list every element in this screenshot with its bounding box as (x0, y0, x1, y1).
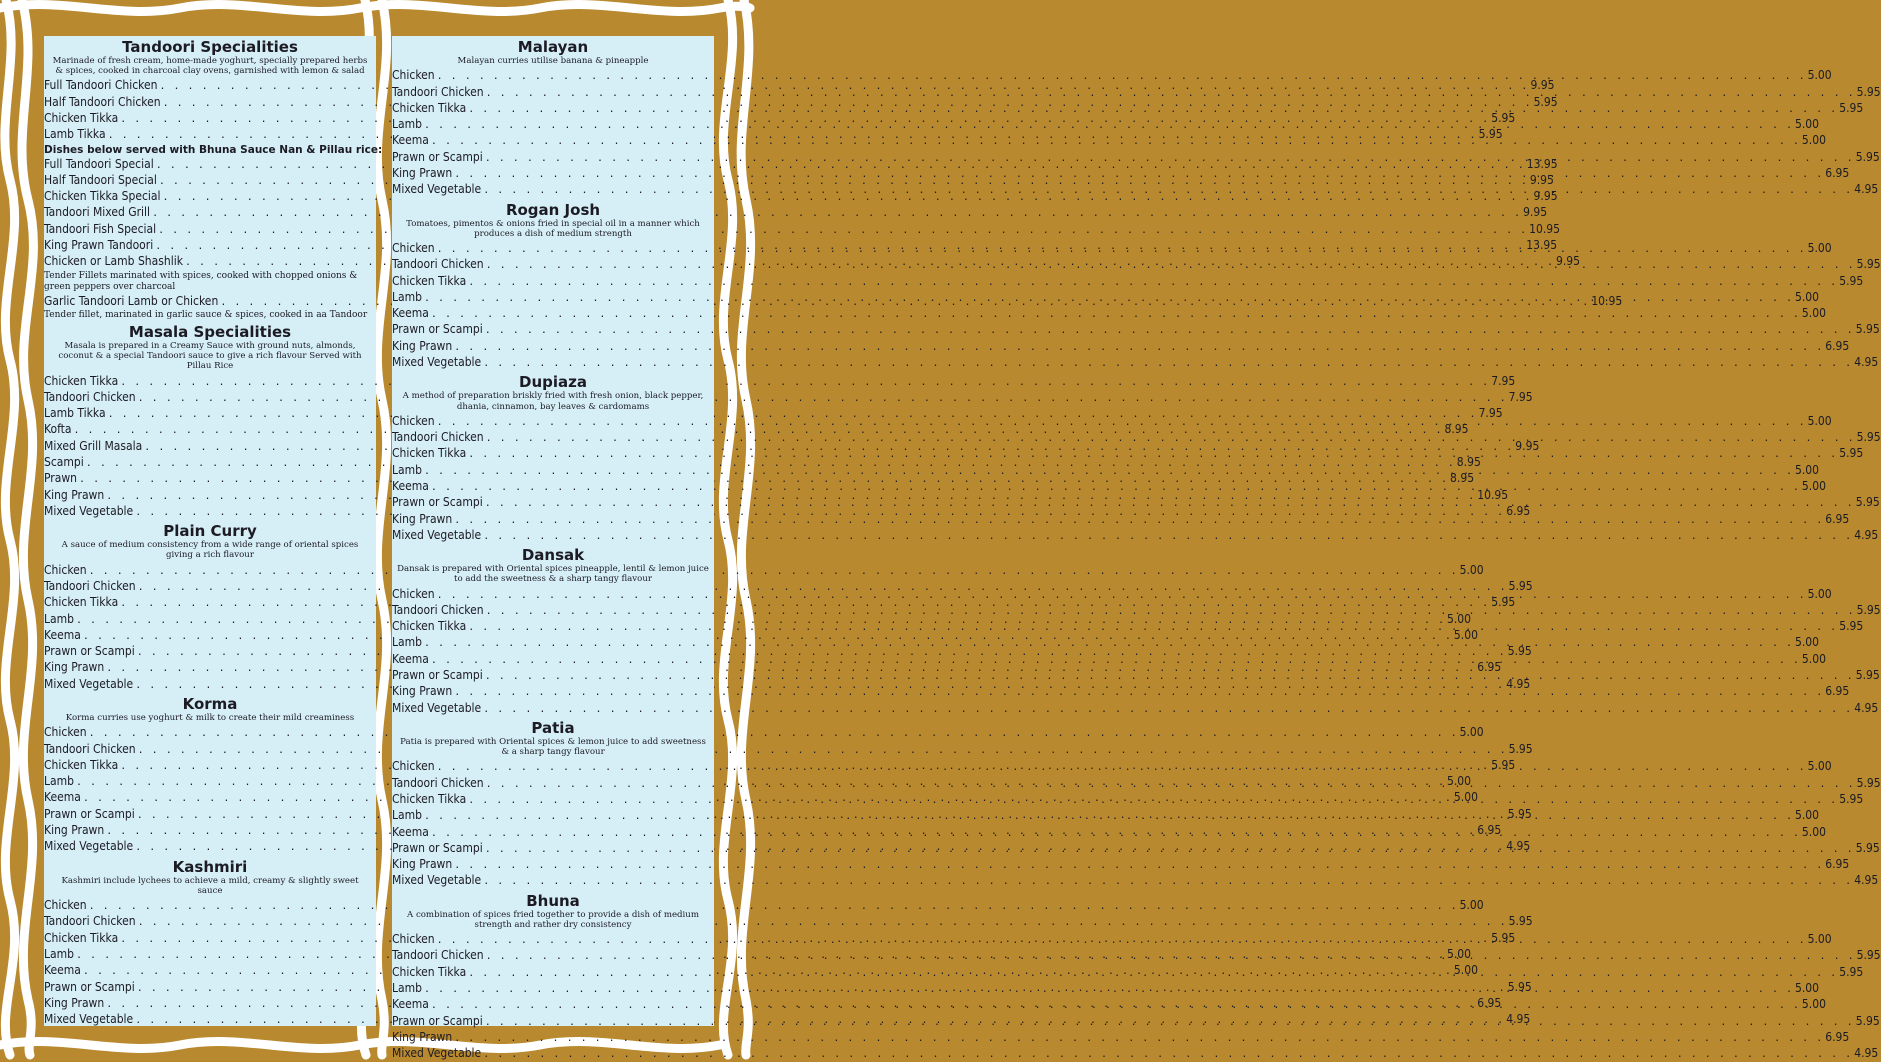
menu-item-note: Tender Fillets marinated with spices, cooked with chopped onions & green peppers over charcoal (44, 270, 358, 292)
menu-item-name: Chicken Tikka (392, 446, 467, 461)
menu-item-price: 5.95 (1478, 127, 1503, 142)
dot-leader (152, 206, 1521, 221)
menu-item-price: 5.95 (1839, 446, 1864, 461)
menu-item-name: Tandoori Chicken (44, 389, 136, 404)
menu-item-price: 6.95 (1477, 995, 1502, 1010)
menu-item-price: 5.00 (1795, 462, 1820, 477)
menu-item (44, 930, 1516, 947)
section-title: Plain Curry (163, 522, 257, 541)
menu-item-name: Mixed Vegetable (392, 873, 482, 888)
menu-item-name: King Prawn (392, 857, 453, 872)
section-title: Korma (182, 695, 238, 714)
menu-item-name: Half Tandoori Chicken (44, 94, 161, 109)
menu-item-name: Mixed Vegetable (44, 676, 134, 691)
menu-item (44, 293, 1623, 310)
menu-item-name: Chicken Tikka (392, 619, 467, 634)
menu-item-name: Keema (44, 790, 81, 805)
section-description: Tomatoes, pimentos & onions fried in special oil in a manner which produces a dish of medium strength (406, 218, 700, 239)
menu-item-name: Lamb Tikka (44, 127, 106, 142)
menu-item-name: Keema (392, 651, 429, 666)
menu-item (392, 100, 1864, 117)
menu-item-name: Tandoori Chicken (392, 602, 484, 617)
menu-item (392, 527, 1879, 544)
menu-item-price: 5.95 (1508, 741, 1533, 756)
section-description: Malayan curries utilise banana & pineapple (457, 56, 649, 66)
menu-item-name: Mixed Vegetable (392, 182, 482, 197)
menu-item-price: 7.95 (1491, 373, 1516, 388)
menu-item-price: 5.00 (1459, 725, 1484, 740)
menu-item-name: Prawn (44, 471, 78, 486)
menu-item-name: Prawn or Scampi (392, 495, 483, 510)
menu-item-name: King Prawn (44, 995, 105, 1010)
menu-item-name: Chicken Tikka (44, 930, 119, 945)
menu-item-price: 5.00 (1795, 808, 1820, 823)
menu-item (44, 578, 1533, 595)
menu-item (392, 446, 1864, 462)
section-title: Patia (531, 718, 575, 737)
menu-item-price: 5.95 (1856, 257, 1881, 272)
menu-item-price: 4.95 (1506, 1012, 1531, 1027)
section-title: Dupiaza (519, 373, 587, 392)
section-title: Tandoori Specialities (122, 38, 298, 56)
dot-leader (120, 375, 1489, 390)
menu-item-price: 5.00 (1807, 932, 1832, 947)
menu-item (392, 857, 1850, 873)
dot-leader (454, 1031, 1823, 1046)
menu-item-price: 6.95 (1825, 684, 1850, 699)
menu-item-price: 5.95 (1507, 806, 1532, 821)
menu-item-price: 5.95 (1507, 644, 1532, 659)
section-title: Kashmiri (172, 857, 248, 876)
menu-item-name: Prawn or Scampi (44, 806, 135, 821)
menu-item-name: Kofta (44, 422, 72, 437)
menu-item-name: Keema (44, 963, 81, 978)
menu-item-price: 6.95 (1825, 165, 1850, 180)
dot-leader (486, 604, 1855, 619)
menu-item-price: 13.95 (1526, 238, 1558, 253)
menu-item-name: Tandoori Chicken (392, 775, 484, 790)
menu-item-price: 5.95 (1855, 322, 1880, 337)
menu-item-name: Chicken (44, 562, 87, 577)
menu-item-name: Chicken (44, 898, 87, 913)
dot-leader (454, 340, 1823, 355)
menu-item-price: 9.95 (1530, 78, 1555, 93)
menu-item-price: 7.95 (1508, 389, 1533, 404)
menu-item-name: Keema (392, 306, 429, 321)
dot-leader (89, 726, 1458, 741)
menu-item-name: Scampi (44, 455, 84, 470)
menu-item-price: 5.95 (1491, 757, 1516, 772)
menu-item-price: 7.95 (1478, 406, 1503, 421)
section-description: Masala is prepared in a Creamy Sauce with ground nuts, almonds, coconut & a special Tandoori sauce to give a rich flavour Served with Pillau Rice (58, 340, 362, 372)
dot-leader (431, 480, 1800, 495)
menu-item-name: Lamb (392, 635, 422, 650)
menu-item-name: Lamb (44, 946, 74, 961)
menu-item-price: 5.95 (1839, 791, 1864, 806)
section-description: Korma curries use yoghurt & milk to create their mild creaminess (65, 713, 355, 724)
menu-item-name: Prawn or Scampi (392, 840, 483, 855)
menu-item-price: 9.95 (1523, 205, 1548, 220)
dot-leader (431, 307, 1800, 322)
menu-item-price: 5.00 (1801, 997, 1826, 1012)
menu-item-name: King Prawn (44, 487, 105, 502)
dot-leader (454, 685, 1823, 700)
dot-leader (437, 930, 1806, 948)
dot-leader (483, 529, 1852, 544)
menu-item-name: King Prawn (392, 1029, 453, 1044)
menu-item (44, 78, 1555, 94)
menu-item-name: Keema (392, 997, 429, 1012)
menu-item-price: 5.00 (1795, 289, 1820, 304)
menu-item-price: 6.95 (1825, 338, 1850, 353)
menu-item-name: Lamb (392, 808, 422, 823)
menu-item-name: Lamb (44, 774, 74, 789)
menu-item-name: Chicken (392, 759, 435, 774)
menu-item-price: 5.95 (1855, 840, 1880, 855)
dot-leader (485, 151, 1854, 166)
menu-item-name: Chicken Tikka (44, 111, 119, 125)
menu-item-name: Chicken Tikka (392, 273, 467, 288)
menu-item-price: 5.95 (1856, 602, 1881, 617)
dot-leader (431, 826, 1800, 841)
menu-item-name: Chicken (392, 932, 435, 947)
dot-leader (89, 564, 1458, 579)
section-description: Kashmiri include lychees to achieve a mild, creamy & slightly sweet sauce (61, 875, 359, 896)
section-title: Rogan Josh (505, 200, 601, 219)
menu-item-price: 4.95 (1854, 1046, 1879, 1061)
menu-item-price: 5.95 (1533, 94, 1558, 109)
menu-item-price: 8.95 (1456, 455, 1481, 470)
menu-item-price: 5.00 (1807, 240, 1832, 255)
menu-item-price: 5.00 (1447, 946, 1472, 961)
menu-item-price: 8.95 (1450, 471, 1475, 486)
dot-leader (138, 915, 1507, 930)
dot-leader (158, 223, 1527, 238)
menu-item-name: Chicken (392, 413, 435, 428)
menu-item-name: Chicken Tikka Special (44, 189, 161, 204)
menu-item-price: 9.95 (1533, 189, 1558, 204)
menu-item-price: 5.95 (1508, 578, 1533, 593)
menu-item-name: Tandoori Chicken (44, 578, 136, 593)
menu-item-price: 5.95 (1856, 775, 1881, 790)
menu-item-name: Keema (392, 824, 429, 839)
menu-section-bhuna (392, 891, 1881, 1062)
menu-item-name: Lamb (392, 462, 422, 477)
menu-item-name: Chicken (392, 68, 435, 83)
dot-leader (485, 323, 1854, 338)
menu-item-price: 5.95 (1491, 595, 1516, 610)
menu-item-name: Chicken Tikka (44, 595, 119, 610)
menu-item-name: Full Tandoori Special (44, 156, 154, 171)
menu-item-price: 5.00 (1447, 611, 1472, 626)
dot-leader (468, 102, 1837, 117)
menu-item-price: 5.95 (1856, 430, 1881, 445)
menu-item-name: Lamb (392, 117, 422, 132)
menu-item (392, 273, 1864, 290)
menu-item-price: 4.95 (1506, 676, 1531, 691)
menu-item-name: Mixed Vegetable (392, 700, 482, 715)
menu-item-price: 6.95 (1825, 857, 1850, 872)
menu-item-name: Tandoori Mixed Grill (44, 205, 151, 220)
menu-item-price: 5.95 (1856, 84, 1881, 99)
dot-leader (468, 966, 1837, 981)
dot-leader (424, 291, 1793, 306)
menu-item (392, 700, 1879, 717)
menu-item-price: 5.95 (1855, 668, 1880, 683)
section-title: Dansak (521, 546, 585, 565)
menu-item-name: Chicken (392, 586, 435, 601)
menu-item-price: 5.00 (1801, 824, 1826, 839)
menu-subheading: Dishes below served with Bhuna Sauce Nan & Pillau rice: (44, 143, 383, 156)
menu-item-name: Mixed Vegetable (392, 1046, 482, 1061)
menu-item-price: 4.95 (1854, 700, 1879, 715)
dot-leader (437, 757, 1806, 775)
section-description: A sauce of medium consistency from a wide range of oriental spices giving a rich flavour (61, 540, 359, 561)
section-title: Masala Specialities (128, 322, 292, 341)
menu-item-price: 5.95 (1839, 100, 1864, 115)
menu-item (392, 338, 1850, 355)
menu-item (392, 1029, 1850, 1046)
menu-item-price: 5.00 (1795, 981, 1820, 995)
menu-item-name: Full Tandoori Chicken (44, 78, 158, 93)
menu-item-name: King Prawn (392, 511, 453, 526)
dot-leader (89, 899, 1458, 914)
menu-item-price: 6.95 (1825, 1029, 1850, 1044)
menu-item-name: Prawn or Scampi (392, 1013, 483, 1028)
menu-item-name: Mixed Vegetable (44, 1012, 134, 1027)
menu-item-price: 5.95 (1839, 619, 1864, 634)
dot-leader (483, 183, 1852, 198)
menu-item-price: 5.95 (1491, 930, 1516, 945)
menu-item-name: Prawn or Scampi (392, 149, 483, 164)
menu-item-name: Mixed Vegetable (392, 355, 482, 370)
dot-leader (483, 356, 1852, 371)
dot-leader (468, 793, 1837, 808)
menu-item-price: 4.95 (1854, 355, 1879, 370)
dot-leader (486, 86, 1855, 101)
menu-item-name: King Prawn (392, 338, 453, 353)
section-description: A combination of spices fried together to provide a dish of medium strength and rather dry consistency (407, 909, 699, 930)
menu-item (392, 511, 1850, 528)
menu-item-price: 5.00 (1801, 133, 1826, 148)
menu-item-name: Tandoori Chicken (392, 257, 484, 272)
menu-item-price: 10.95 (1477, 487, 1509, 502)
menu-item-price: 9.95 (1515, 438, 1540, 453)
menu-item-note: Tender fillet, marinated in garlic sauce & spices, cooked in aa Tandoor (44, 309, 368, 320)
menu-item-price: 5.00 (1795, 117, 1820, 132)
dot-leader (454, 858, 1823, 873)
menu-item-name: Chicken Tikka (392, 100, 467, 115)
dot-leader (424, 118, 1793, 133)
dot-leader (138, 391, 1507, 406)
menu-item-price: 5.00 (1453, 963, 1478, 978)
dot-leader (483, 874, 1852, 889)
menu-item-price: 5.95 (1856, 948, 1881, 963)
dot-leader (424, 979, 1793, 997)
menu-item-name: Lamb (392, 289, 422, 304)
menu-item-name: King Prawn (392, 165, 453, 180)
dot-leader (454, 167, 1823, 182)
menu-item-name: Chicken Tikka (392, 791, 467, 806)
menu-item-name: Chicken Tikka (44, 757, 119, 772)
menu-item-price: 6.95 (1506, 503, 1531, 518)
menu-item-name: Lamb (44, 611, 74, 626)
menu-item (392, 355, 1879, 371)
menu-item-price: 9.95 (1556, 254, 1581, 269)
menu-item-price: 5.00 (1453, 627, 1478, 642)
menu-item-price: 5.00 (1459, 898, 1484, 913)
menu-item-price: 5.95 (1855, 149, 1880, 164)
dot-leader (437, 242, 1806, 257)
menu-item-name: King Prawn Tandoori (44, 238, 154, 253)
section-description: Patia is prepared with Oriental spices & lemon juice to add sweetness & a sharp tangy flavour (400, 736, 706, 758)
menu-item-price: 6.95 (1477, 660, 1502, 675)
menu-item-price: 4.95 (1854, 873, 1879, 888)
menu-item-price: 5.00 (1447, 774, 1472, 789)
section-description: A method of preparation briskly fried with fresh onion, black pepper, dhania, cinnamon, bay leaves & cardomams (402, 391, 704, 412)
dot-leader (483, 702, 1852, 717)
dot-leader (485, 842, 1854, 857)
menu-item-name: Mixed Grill Masala (44, 438, 143, 453)
section-description: Dansak is prepared with Oriental spices pineapple, lentil & lemon juice to add the sweetness & a sharp tangy flavour (397, 564, 709, 585)
menu-item-price: 5.00 (1453, 790, 1478, 805)
menu-item-name: King Prawn (392, 684, 453, 699)
menu-item-name: Lamb (392, 981, 422, 995)
menu-item-name: Garlic Tandoori Lamb or Chicken (44, 293, 219, 308)
menu-section-patia (392, 718, 1881, 890)
menu-item-name: Chicken Tikka (392, 964, 467, 979)
menu-item-price: 5.00 (1807, 413, 1832, 428)
dot-leader (468, 275, 1837, 290)
dot-leader (424, 636, 1793, 651)
menu-item-name: Chicken (392, 240, 435, 255)
dot-leader (485, 1015, 1854, 1030)
menu-item-name: Tandoori Chicken (392, 84, 484, 99)
dot-leader (468, 620, 1837, 635)
dot-leader (454, 513, 1823, 528)
menu-item-name: Mixed Vegetable (44, 503, 134, 518)
menu-item-price: 6.95 (1825, 511, 1850, 526)
menu-item-price: 9.95 (1529, 172, 1554, 187)
menu-item-price: 10.95 (1529, 221, 1561, 236)
menu-item-name: Keema (44, 627, 81, 642)
dot-leader (431, 134, 1800, 149)
menu-item-name: Keema (392, 133, 429, 148)
section-description: Marinade of fresh cream, home-made yoghurt, specially prepared herbs & spices, cooked in charcoal clay ovens, garnished with lemon & salad (52, 56, 368, 77)
menu-item-price: 5.95 (1839, 273, 1864, 288)
menu-item-price: 5.00 (1801, 478, 1826, 493)
menu-item-name: Half Tandoori Special (44, 172, 157, 187)
menu-item-price: 5.95 (1855, 495, 1880, 510)
dot-leader (486, 258, 1855, 273)
menu-item-name: Tandoori Fish Special (44, 221, 157, 236)
menu-item-name: Keema (392, 478, 429, 493)
menu-item (392, 306, 1826, 322)
menu-item-price: 5.00 (1801, 651, 1826, 666)
menu-item-name: Chicken or Lamb Shashlik (44, 254, 183, 269)
menu-item-price: 5.95 (1855, 1013, 1880, 1028)
menu-item (392, 322, 1880, 338)
dot-leader (468, 447, 1837, 462)
menu-item-price: 5.95 (1507, 979, 1532, 994)
section-title: Malayan (517, 38, 589, 56)
menu-item-price: 13.95 (1526, 156, 1558, 171)
menu-item-price: 4.95 (1506, 839, 1531, 854)
dot-leader (486, 431, 1855, 446)
menu-item-name: Chicken Tikka (44, 373, 119, 388)
menu-section-dansak (392, 546, 1881, 717)
menu-item (392, 68, 1832, 84)
dot-leader (431, 995, 1800, 1013)
dot-leader (437, 69, 1806, 84)
section-title: Bhuna (526, 891, 580, 910)
menu-item (392, 1046, 1879, 1062)
menu-item-name: Prawn or Scampi (392, 668, 483, 683)
menu-item-name: Prawn or Scampi (44, 644, 135, 659)
menu-item (392, 873, 1879, 889)
menu-item-price: 10.95 (1591, 293, 1623, 308)
menu-item-price: 5.00 (1795, 635, 1820, 650)
menu-item-name: Mixed Vegetable (44, 839, 134, 854)
menu-item-name: Prawn or Scampi (44, 979, 135, 994)
menu-item-name: Tandoori Chicken (44, 914, 136, 929)
dot-leader (483, 1047, 1852, 1062)
menu-item-price: 4.95 (1854, 527, 1879, 542)
menu-item-name: Tandoori Chicken (44, 741, 136, 756)
menu-item-price: 5.00 (1807, 759, 1832, 774)
dot-leader (485, 669, 1854, 684)
menu-item-name: Tandoori Chicken (392, 948, 484, 963)
menu-item (392, 684, 1850, 700)
menu-item-price: 5.00 (1807, 68, 1832, 83)
dot-leader (431, 653, 1800, 668)
dot-leader (138, 743, 1507, 758)
dot-leader (486, 946, 1855, 964)
menu-item (44, 757, 1516, 774)
menu-item-price: 8.95 (1444, 422, 1469, 437)
menu-item-name: Prawn or Scampi (392, 322, 483, 337)
dot-leader (485, 496, 1854, 511)
menu-item-price: 5.95 (1508, 914, 1533, 929)
menu-item-name: King Prawn (44, 660, 105, 675)
dot-leader (437, 588, 1806, 603)
menu-item-name: Tandoori Chicken (392, 430, 484, 445)
dot-leader (424, 464, 1793, 479)
menu-item-name: Lamb Tikka (44, 406, 106, 421)
menu-item (392, 635, 1820, 651)
menu-item-name: King Prawn (44, 823, 105, 838)
menu-item-price: 5.95 (1839, 964, 1864, 979)
menu-item-price: 5.95 (1491, 111, 1516, 125)
menu-item-name: Chicken (44, 725, 87, 740)
menu-item-price: 4.95 (1854, 182, 1879, 197)
dot-leader (424, 806, 1793, 824)
dot-leader (486, 777, 1855, 792)
menu-item-name: Mixed Vegetable (392, 527, 482, 542)
dot-leader (437, 415, 1806, 430)
menu-item-price: 6.95 (1477, 823, 1502, 838)
menu-item-price: 5.00 (1807, 586, 1832, 601)
menu-item-price: 5.00 (1801, 306, 1826, 321)
menu-item-price: 5.00 (1459, 562, 1484, 577)
